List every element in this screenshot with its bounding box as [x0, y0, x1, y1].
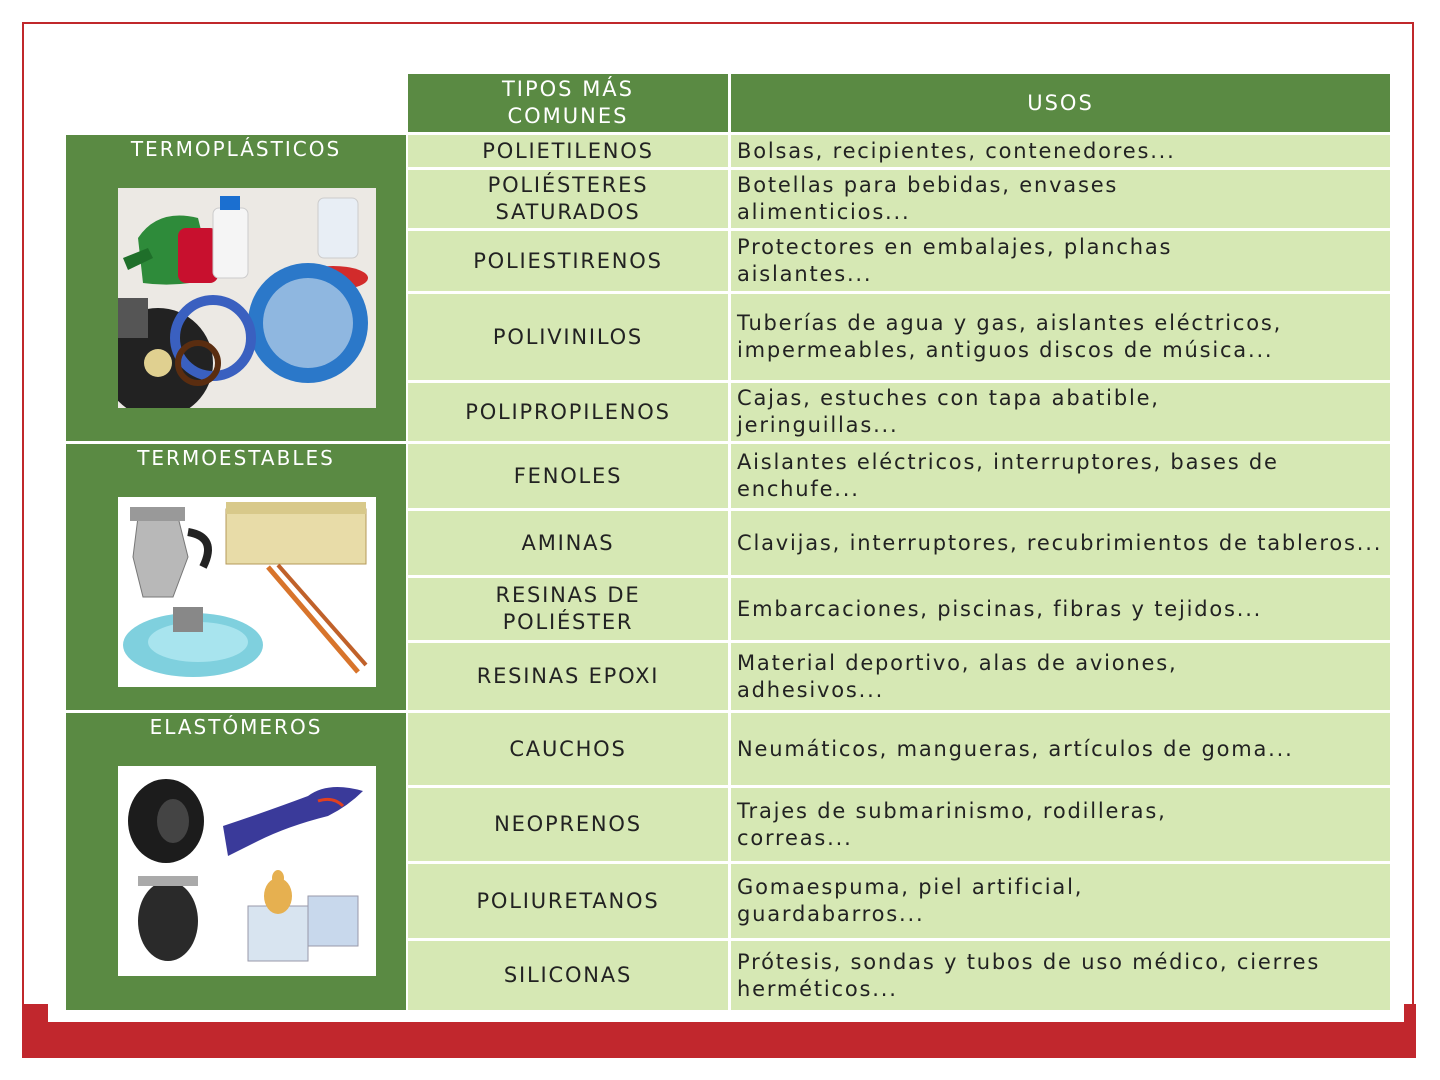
type-label: RESINAS DE POLIÉSTER — [495, 583, 641, 634]
type-cell — [408, 294, 728, 380]
type-cell — [408, 713, 728, 785]
type-label: POLIVINILOS — [492, 324, 644, 349]
use-label: Protectores en embalajes, planchas aislantes... — [737, 235, 1173, 286]
type-cell — [408, 135, 728, 167]
plastic-containers-photo — [118, 188, 376, 408]
type-cell — [408, 864, 728, 938]
header-uses-label: USOS — [1027, 90, 1094, 115]
type-label: SILICONAS — [503, 963, 633, 987]
elastomer-objects-photo — [118, 766, 376, 976]
type-cell — [408, 444, 728, 508]
use-label: Gomaespuma, piel artificial, guardabarros... — [737, 875, 1084, 926]
header-uses — [731, 74, 1390, 132]
group-termoestables — [66, 444, 406, 710]
use-cell — [731, 294, 1390, 380]
use-cell — [731, 135, 1390, 167]
group-elastomeros — [66, 713, 406, 1010]
header-types — [408, 74, 728, 132]
group-title: TERMOPLÁSTICOS — [130, 137, 342, 161]
type-label: CAUCHOS — [509, 736, 627, 761]
use-cell — [731, 444, 1390, 508]
use-label: Embarcaciones, piscinas, fibras y tejidos... — [737, 596, 1263, 621]
use-cell — [731, 643, 1390, 710]
type-label: RESINAS EPOXI — [476, 664, 660, 688]
use-cell — [731, 941, 1390, 1010]
type-label: NEOPRENOS — [494, 812, 642, 836]
header-types-label: TIPOS MÁS COMUNES — [501, 77, 635, 128]
type-cell — [408, 578, 728, 640]
thermoset-objects-photo — [118, 497, 376, 687]
type-label: POLIURETANOS — [476, 888, 660, 913]
type-cell — [408, 788, 728, 861]
type-label: POLIETILENOS — [482, 138, 654, 163]
type-label: POLIESTIRENOS — [473, 248, 663, 273]
type-label: POLIPROPILENOS — [465, 399, 671, 424]
type-label: AMINAS — [521, 530, 615, 555]
use-label: Botellas para bebidas, envases alimenticios... — [737, 173, 1119, 224]
use-cell — [731, 864, 1390, 938]
group-termoplasticos — [66, 135, 406, 441]
use-cell — [731, 713, 1390, 785]
type-cell — [408, 383, 728, 441]
use-label: Cajas, estuches con tapa abatible, jeringuillas... — [737, 386, 1160, 437]
use-cell — [731, 788, 1390, 861]
use-label: Bolsas, recipientes, contenedores... — [737, 138, 1176, 163]
use-label: Trajes de submarinismo, rodilleras, correas... — [737, 798, 1167, 850]
use-label: Prótesis, sondas y tubos de uso médico, cierres herméticos... — [737, 949, 1321, 1001]
use-label: Aislantes eléctricos, interruptores, bases de enchufe... — [737, 450, 1279, 501]
type-label: FENOLES — [513, 463, 623, 488]
type-cell — [408, 170, 728, 228]
type-label: POLIÉSTERES SATURADOS — [487, 173, 649, 224]
group-title: ELASTÓMEROS — [149, 715, 323, 739]
type-cell — [408, 941, 728, 1010]
use-label: Tuberías de agua y gas, aislantes eléctricos, impermeables, antiguos discos de música... — [737, 311, 1283, 362]
use-cell — [731, 578, 1390, 640]
type-cell — [408, 231, 728, 291]
use-cell — [731, 511, 1390, 575]
group-title: TERMOESTABLES — [137, 446, 335, 470]
use-label: Clavijas, interruptores, recubrimientos de tableros... — [737, 530, 1383, 555]
type-cell — [408, 511, 728, 575]
use-label: Neumáticos, mangueras, artículos de goma... — [737, 736, 1294, 761]
use-cell — [731, 383, 1390, 441]
type-cell — [408, 643, 728, 710]
use-label: Material deportivo, alas de aviones, adhesivos... — [737, 650, 1178, 702]
use-cell — [731, 170, 1390, 228]
use-cell — [731, 231, 1390, 291]
